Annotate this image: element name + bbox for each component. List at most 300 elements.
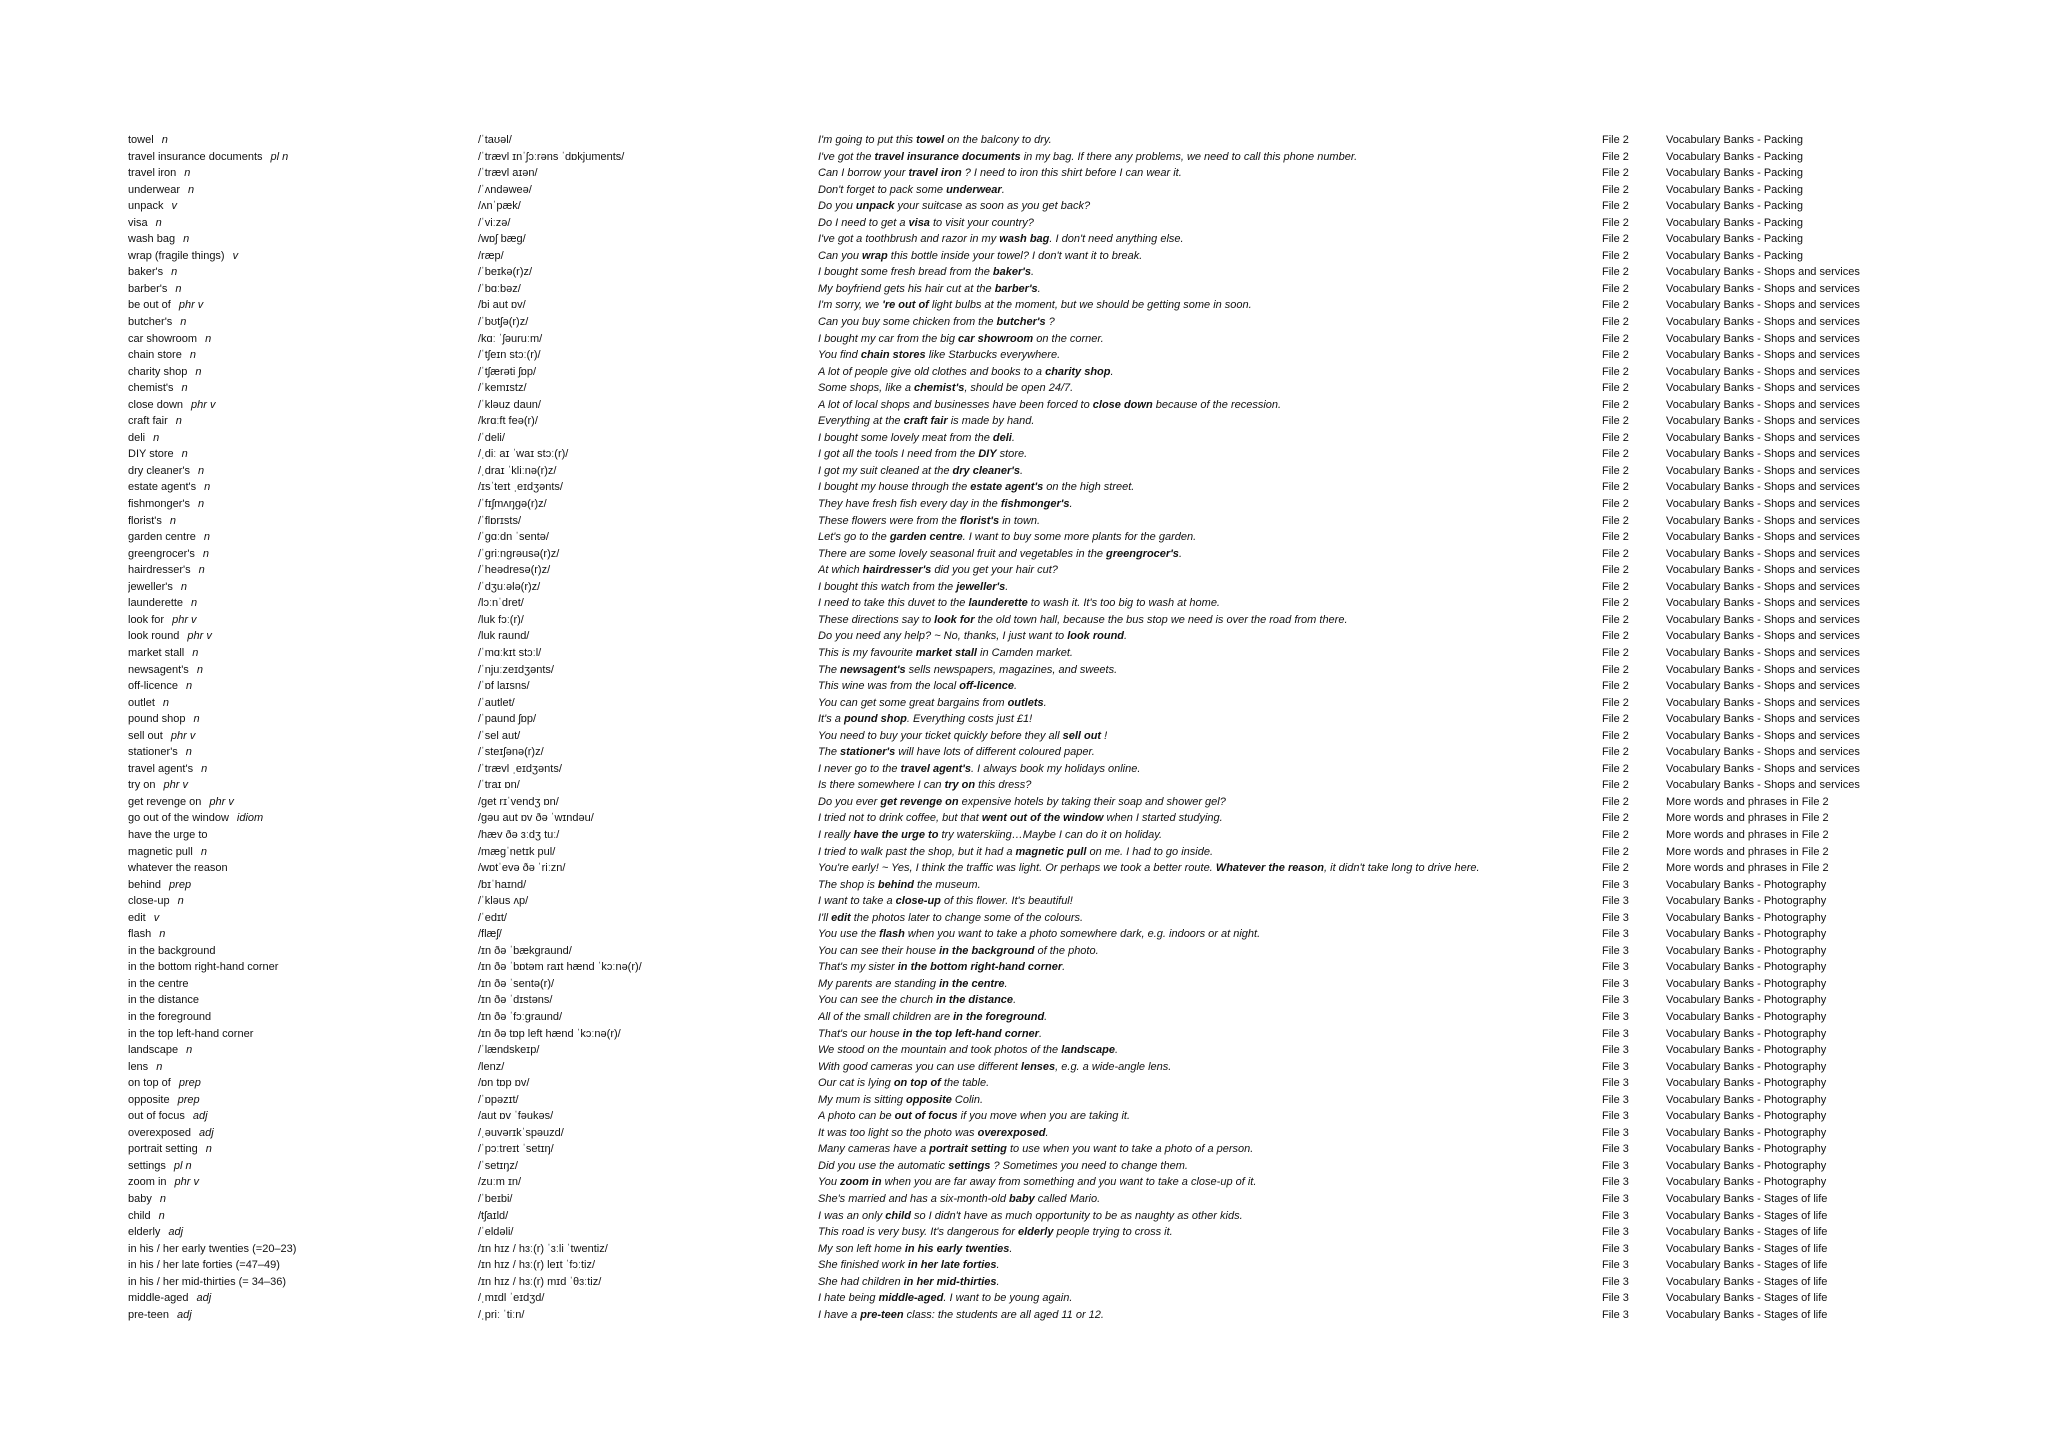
part-of-speech: prep bbox=[178, 1077, 201, 1090]
example-sentence bbox=[818, 1026, 1598, 1043]
file-number: File 2 bbox=[1602, 680, 1629, 693]
example-sentence bbox=[818, 943, 1598, 960]
part-of-speech: n bbox=[158, 1209, 165, 1222]
example-text: You're early! ~ Yes, I think the traffic was light. Or perhaps we took a better route. bbox=[818, 862, 1216, 875]
example-keyword: out of focus bbox=[894, 1110, 958, 1123]
vocabulary-bank: Vocabulary Banks - Packing bbox=[1666, 216, 1803, 229]
example-keyword: in the bottom right-hand corner bbox=[897, 961, 1063, 974]
word-cell bbox=[128, 910, 468, 927]
example-text: I tried to walk past the shop, but it had a bbox=[818, 845, 1016, 858]
part-of-speech: n bbox=[200, 845, 207, 858]
pronunciation: /ˈkləuz daun/ bbox=[478, 398, 541, 411]
file-number: File 2 bbox=[1602, 862, 1629, 875]
example-text: I tried not to drink coffee, but that bbox=[818, 812, 982, 825]
example-keyword: craft fair bbox=[903, 415, 948, 428]
part-of-speech: n bbox=[203, 531, 211, 544]
example-text: of this flower. It's beautiful! bbox=[940, 895, 1073, 908]
pronunciation: /ˈbeɪkə(r)z/ bbox=[478, 266, 533, 279]
vocabulary-bank: Vocabulary Banks - Photography bbox=[1666, 1176, 1827, 1189]
word-cell bbox=[128, 992, 468, 1009]
file-number: File 3 bbox=[1602, 1159, 1629, 1172]
example-keyword: travel iron bbox=[908, 167, 962, 180]
file-number: File 2 bbox=[1602, 597, 1629, 610]
pronunciation: /ˈtrævl ˌeɪdʒənts/ bbox=[478, 762, 562, 775]
example-keyword: DIY bbox=[978, 448, 997, 461]
part-of-speech: n bbox=[186, 1044, 193, 1057]
vocabulary-bank: Vocabulary Banks - Packing bbox=[1666, 233, 1803, 246]
word-cell bbox=[128, 579, 468, 596]
word-cell bbox=[128, 182, 468, 199]
example-keyword: 're out of bbox=[882, 299, 929, 312]
part-of-speech: phr v bbox=[170, 729, 196, 742]
example-sentence bbox=[818, 1241, 1598, 1258]
file-number: File 2 bbox=[1602, 134, 1629, 146]
example-text: in Camden market. bbox=[976, 646, 1073, 659]
file-number: File 2 bbox=[1602, 580, 1629, 593]
word-cell bbox=[128, 1059, 468, 1076]
part-of-speech: adj bbox=[196, 1292, 212, 1305]
file-number: File 3 bbox=[1602, 895, 1629, 908]
headword: middle-aged bbox=[128, 1292, 189, 1305]
example-keyword: on top of bbox=[893, 1077, 941, 1090]
example-text: ? bbox=[1045, 316, 1055, 329]
pronunciation: /ʌnˈpæk/ bbox=[478, 200, 521, 213]
vocabulary-bank: Vocabulary Banks - Shops and services bbox=[1666, 398, 1860, 411]
example-text: I really bbox=[818, 828, 854, 841]
example-sentence bbox=[818, 165, 1598, 182]
pronunciation: /get rɪˈvendʒ ɒn/ bbox=[478, 795, 559, 808]
pronunciation: /ˈsteɪʃənə(r)z/ bbox=[478, 746, 544, 759]
file-number: File 2 bbox=[1602, 498, 1629, 511]
example-keyword: landscape bbox=[1061, 1044, 1115, 1057]
word-cell bbox=[128, 165, 468, 182]
example-keyword: baker's bbox=[992, 266, 1031, 279]
pronunciation: /ˈnjuːzeɪdʒənts/ bbox=[478, 663, 554, 676]
example-text: Do I need to get a bbox=[818, 216, 909, 229]
file-number: File 3 bbox=[1602, 911, 1629, 924]
pronunciation: /ˈkləus ʌp/ bbox=[478, 895, 529, 908]
example-sentence bbox=[818, 893, 1598, 910]
example-keyword: market stall bbox=[915, 646, 977, 659]
example-keyword: off-licence bbox=[959, 680, 1015, 693]
example-text: You use the bbox=[818, 928, 880, 941]
word-cell bbox=[128, 562, 468, 579]
example-keyword: wash bag bbox=[999, 233, 1050, 246]
example-text: Our cat is lying bbox=[818, 1077, 894, 1090]
pronunciation: /tʃaɪld/ bbox=[478, 1209, 509, 1222]
file-number: File 3 bbox=[1602, 1126, 1629, 1139]
example-sentence bbox=[818, 992, 1598, 1009]
headword: portrait setting bbox=[128, 1143, 198, 1156]
pronunciation: /ɪn ðə ˈsentə(r)/ bbox=[478, 977, 555, 990]
example-sentence bbox=[818, 910, 1598, 927]
word-cell bbox=[128, 1158, 468, 1175]
word-cell bbox=[128, 198, 468, 215]
vocabulary-bank: Vocabulary Banks - Photography bbox=[1666, 977, 1827, 990]
vocabulary-bank: Vocabulary Banks - Shops and services bbox=[1666, 696, 1860, 709]
vocabulary-bank: Vocabulary Banks - Shops and services bbox=[1666, 415, 1860, 428]
example-sentence bbox=[818, 1290, 1598, 1307]
file-number: File 2 bbox=[1602, 266, 1629, 279]
file-number: File 3 bbox=[1602, 1209, 1629, 1222]
word-cell bbox=[128, 595, 468, 612]
pronunciation: /luk fɔː(r)/ bbox=[478, 613, 524, 626]
example-text: to wash it. It's too big to wash at home. bbox=[1027, 597, 1220, 610]
pronunciation: /mægˈnetɪk pul/ bbox=[478, 845, 556, 858]
vocabulary-bank: Vocabulary Banks - Photography bbox=[1666, 1077, 1827, 1090]
example-sentence bbox=[818, 579, 1598, 596]
file-number: File 3 bbox=[1602, 1308, 1629, 1321]
example-keyword: pound shop bbox=[843, 713, 907, 726]
headword: look for bbox=[128, 613, 165, 626]
headword: in his / her mid-thirties (= 34–36) bbox=[128, 1275, 287, 1288]
pronunciation: /gəu aut ɒv ðə ˈwɪndəu/ bbox=[478, 812, 594, 825]
word-cell bbox=[128, 926, 468, 943]
word-cell bbox=[128, 860, 468, 877]
pronunciation: /ɪsˈteɪt ˌeɪdʒənts/ bbox=[478, 481, 563, 494]
example-text: . bbox=[1001, 183, 1005, 196]
pronunciation: /kɑː ˈʃəuruːm/ bbox=[478, 332, 543, 345]
pronunciation: /ˈautlet/ bbox=[478, 696, 515, 709]
word-cell bbox=[128, 347, 468, 364]
file-number: File 3 bbox=[1602, 1110, 1629, 1123]
example-text: . bbox=[1030, 266, 1035, 279]
example-text: You can see the church bbox=[818, 994, 937, 1007]
part-of-speech: n bbox=[162, 696, 170, 709]
pronunciation: /ˈtraɪ ɒn/ bbox=[478, 779, 520, 792]
word-cell bbox=[128, 1042, 468, 1059]
headword: off-licence bbox=[128, 680, 178, 693]
file-number: File 3 bbox=[1602, 977, 1629, 990]
example-text: These flowers were from the bbox=[818, 514, 960, 527]
example-keyword: lenses bbox=[1020, 1060, 1056, 1073]
part-of-speech: idiom bbox=[236, 812, 264, 825]
vocabulary-bank: Vocabulary Banks - Shops and services bbox=[1666, 564, 1860, 577]
example-text: this bottle inside your towel? I don't want it to break. bbox=[887, 249, 1143, 262]
example-text: . bbox=[1044, 1010, 1048, 1023]
vocabulary-bank: Vocabulary Banks - Photography bbox=[1666, 1143, 1827, 1156]
example-text: I bought some fresh bread from the bbox=[818, 266, 993, 279]
word-cell bbox=[128, 132, 468, 149]
example-text: My parents are standing bbox=[818, 977, 940, 990]
headword: fishmonger's bbox=[128, 498, 191, 511]
vocabulary-bank: Vocabulary Banks - Packing bbox=[1666, 150, 1803, 163]
example-keyword: overexposed bbox=[977, 1126, 1046, 1139]
headword: magnetic pull bbox=[128, 845, 193, 858]
example-sentence bbox=[818, 1307, 1598, 1324]
example-keyword: jeweller's bbox=[956, 580, 1006, 593]
word-cell bbox=[128, 827, 468, 844]
example-text: sells newspapers, magazines, and sweets. bbox=[905, 663, 1118, 676]
example-text: I was an only bbox=[818, 1209, 886, 1222]
example-sentence bbox=[818, 562, 1598, 579]
pronunciation: /ˈɒf laɪsns/ bbox=[478, 680, 530, 693]
pronunciation: /ˈsetɪŋz/ bbox=[478, 1159, 518, 1172]
part-of-speech: n bbox=[159, 1193, 166, 1205]
example-text: Do you bbox=[818, 200, 856, 213]
file-number: File 2 bbox=[1602, 729, 1629, 742]
example-text: . bbox=[1124, 630, 1128, 643]
example-sentence bbox=[818, 446, 1598, 463]
example-text: . I don't need anything else. bbox=[1049, 233, 1184, 246]
file-number: File 2 bbox=[1602, 299, 1629, 312]
example-sentence bbox=[818, 810, 1598, 827]
example-sentence bbox=[818, 546, 1598, 563]
headword: launderette bbox=[128, 597, 184, 610]
pronunciation: /ˈtrævl aɪən/ bbox=[478, 167, 538, 180]
headword: wrap (fragile things) bbox=[128, 249, 225, 262]
vocabulary-bank: More words and phrases in File 2 bbox=[1666, 845, 1829, 858]
file-number: File 3 bbox=[1602, 1027, 1629, 1040]
word-cell bbox=[128, 331, 468, 348]
headword: look round bbox=[128, 630, 180, 643]
headword: garden centre bbox=[128, 531, 196, 544]
pronunciation: /ˈtaʊəl/ bbox=[478, 134, 512, 146]
example-text: . bbox=[1110, 365, 1114, 378]
headword: butcher's bbox=[128, 316, 173, 329]
file-number: File 2 bbox=[1602, 398, 1629, 411]
example-sentence bbox=[818, 860, 1598, 877]
word-cell bbox=[128, 761, 468, 778]
example-sentence bbox=[818, 215, 1598, 232]
part-of-speech: adj bbox=[199, 1126, 214, 1139]
pronunciation: /ˈflɒrɪsts/ bbox=[478, 514, 522, 527]
headword: in the background bbox=[128, 944, 216, 957]
example-text: on me. I had to go inside. bbox=[1086, 845, 1214, 858]
vocabulary-bank: Vocabulary Banks - Shops and services bbox=[1666, 613, 1860, 626]
headword: newsagent's bbox=[128, 663, 189, 676]
example-text: Don't forget to pack some bbox=[818, 183, 947, 196]
pronunciation: /ˈlændskeɪp/ bbox=[478, 1044, 540, 1057]
pronunciation: /ˈbʊtʃə(r)z/ bbox=[478, 316, 529, 329]
headword: in the top left-hand corner bbox=[128, 1027, 254, 1040]
part-of-speech: v bbox=[232, 249, 239, 262]
example-sentence bbox=[818, 1158, 1598, 1175]
vocabulary-bank: Vocabulary Banks - Packing bbox=[1666, 167, 1803, 180]
example-keyword: travel insurance documents bbox=[874, 150, 1021, 163]
vocabulary-bank: Vocabulary Banks - Stages of life bbox=[1666, 1209, 1828, 1222]
file-number: File 3 bbox=[1602, 1176, 1629, 1189]
example-text: Can I borrow your bbox=[818, 167, 909, 180]
word-cell bbox=[128, 1092, 468, 1109]
example-keyword: dry cleaner's bbox=[952, 464, 1020, 477]
word-cell bbox=[128, 446, 468, 463]
part-of-speech: n bbox=[180, 316, 187, 329]
example-text: if you move when you are taking it. bbox=[957, 1110, 1131, 1123]
word-cell bbox=[128, 248, 468, 265]
pronunciation: /wɒʃ bæg/ bbox=[478, 233, 526, 246]
word-cell bbox=[128, 1274, 468, 1291]
word-cell bbox=[128, 612, 468, 629]
example-text: The bbox=[818, 746, 841, 759]
vocabulary-bank: Vocabulary Banks - Shops and services bbox=[1666, 729, 1860, 742]
pronunciation: /ɪn ðə ˈfɔːgraund/ bbox=[478, 1010, 563, 1023]
example-keyword: wrap bbox=[862, 249, 888, 262]
headword: get revenge on bbox=[128, 795, 202, 808]
headword: jeweller's bbox=[128, 580, 173, 593]
example-sentence bbox=[818, 496, 1598, 513]
example-text: , e.g. a wide-angle lens. bbox=[1055, 1060, 1172, 1073]
pronunciation: /wɒtˈevə ðə ˈriːzn/ bbox=[478, 862, 566, 875]
vocabulary-bank: Vocabulary Banks - Photography bbox=[1666, 1110, 1827, 1123]
example-sentence bbox=[818, 413, 1598, 430]
pronunciation: /hæv ðə ɜːdʒ tuː/ bbox=[478, 828, 560, 841]
file-number: File 2 bbox=[1602, 200, 1629, 213]
file-number: File 2 bbox=[1602, 249, 1629, 262]
headword: unpack bbox=[128, 200, 164, 213]
pronunciation: /ˌəuvərɪkˈspəuzd/ bbox=[478, 1126, 564, 1139]
example-text: . bbox=[1009, 1242, 1013, 1255]
example-keyword: visa bbox=[908, 216, 930, 229]
example-text: . bbox=[1037, 282, 1041, 295]
example-text: the old town hall, because the bus stop we need is over the road from there. bbox=[974, 613, 1348, 626]
example-text: to visit your country? bbox=[929, 216, 1034, 229]
example-sentence bbox=[818, 926, 1598, 943]
word-cell bbox=[128, 496, 468, 513]
headword: travel iron bbox=[128, 167, 177, 180]
vocabulary-bank: Vocabulary Banks - Photography bbox=[1666, 1126, 1827, 1139]
file-number: File 2 bbox=[1602, 282, 1629, 295]
part-of-speech: n bbox=[155, 216, 162, 229]
example-text: Colin. bbox=[951, 1093, 984, 1106]
headword: wash bag bbox=[128, 233, 176, 246]
vocabulary-bank: Vocabulary Banks - Shops and services bbox=[1666, 498, 1860, 511]
file-number: File 2 bbox=[1602, 349, 1629, 362]
vocabulary-bank: Vocabulary Banks - Stages of life bbox=[1666, 1242, 1828, 1255]
part-of-speech: phr v bbox=[172, 613, 197, 626]
part-of-speech: n bbox=[201, 762, 208, 775]
word-cell bbox=[128, 281, 468, 298]
example-text: on the corner. bbox=[1033, 332, 1104, 345]
example-sentence bbox=[818, 347, 1598, 364]
pronunciation: /ˈsel aut/ bbox=[478, 729, 521, 742]
example-text: My boyfriend gets his hair cut at the bbox=[818, 282, 995, 295]
vocabulary-bank: Vocabulary Banks - Packing bbox=[1666, 200, 1803, 213]
example-text: The bbox=[818, 663, 841, 676]
headword: in his / her early twenties (=20–23) bbox=[128, 1242, 297, 1255]
example-sentence bbox=[818, 231, 1598, 248]
example-text: class: the students are all aged 11 or 12. bbox=[903, 1308, 1104, 1321]
example-keyword: garden centre bbox=[889, 531, 963, 544]
vocabulary-bank: More words and phrases in File 2 bbox=[1666, 812, 1829, 825]
example-keyword: opposite bbox=[906, 1093, 952, 1106]
example-text: when I started studying. bbox=[1103, 812, 1223, 825]
headword: have the urge to bbox=[128, 828, 208, 841]
example-text: , it didn't take long to drive here. bbox=[1324, 862, 1480, 875]
pronunciation: /bɪˈhaɪnd/ bbox=[478, 878, 527, 891]
headword: edit bbox=[128, 911, 146, 924]
example-sentence bbox=[818, 331, 1598, 348]
pronunciation: /ˈtʃeɪn stɔː(r)/ bbox=[478, 349, 541, 362]
example-sentence bbox=[818, 976, 1598, 993]
example-keyword: launderette bbox=[968, 597, 1028, 610]
vocabulary-bank: Vocabulary Banks - Shops and services bbox=[1666, 332, 1860, 345]
example-text: I never go to the bbox=[818, 762, 901, 775]
part-of-speech: phr v bbox=[191, 398, 216, 411]
example-text: They have fresh fish every day in the bbox=[818, 498, 1001, 511]
example-keyword: Whatever the reason bbox=[1215, 862, 1325, 875]
file-number: File 2 bbox=[1602, 316, 1629, 329]
example-text: This wine was from the local bbox=[818, 680, 960, 693]
example-text: I've got the bbox=[818, 150, 875, 163]
file-number: File 3 bbox=[1602, 1292, 1629, 1305]
pronunciation: /flæʃ/ bbox=[478, 928, 502, 941]
example-text: called Mario. bbox=[1034, 1193, 1101, 1205]
vocabulary-bank: Vocabulary Banks - Shops and services bbox=[1666, 299, 1860, 312]
example-keyword: deli bbox=[992, 431, 1012, 444]
part-of-speech: n bbox=[177, 895, 184, 908]
example-text: the table. bbox=[940, 1077, 990, 1090]
example-sentence bbox=[818, 1257, 1598, 1274]
word-cell bbox=[128, 628, 468, 645]
example-keyword: travel agent's bbox=[900, 762, 972, 775]
headword: baker's bbox=[128, 266, 164, 279]
example-text: I'll bbox=[818, 911, 832, 924]
file-number: File 3 bbox=[1602, 944, 1629, 957]
word-cell bbox=[128, 1141, 468, 1158]
part-of-speech: n bbox=[180, 580, 188, 593]
example-sentence bbox=[818, 529, 1598, 546]
word-cell bbox=[128, 893, 468, 910]
headword: DIY store bbox=[128, 448, 174, 461]
example-text: I got all the tools I need from the bbox=[818, 448, 979, 461]
vocabulary-bank: Vocabulary Banks - Shops and services bbox=[1666, 597, 1860, 610]
headword: craft fair bbox=[128, 415, 168, 428]
file-number: File 2 bbox=[1602, 630, 1629, 643]
example-keyword: look round bbox=[1067, 630, 1125, 643]
example-text: You bbox=[818, 1176, 841, 1189]
headword: close-up bbox=[128, 895, 170, 908]
pronunciation: /ˈdʒuːələ(r)z/ bbox=[478, 580, 541, 593]
example-text: We stood on the mountain and took photos of the bbox=[818, 1044, 1062, 1057]
example-sentence bbox=[818, 198, 1598, 215]
example-text: I got my suit cleaned at the bbox=[818, 464, 953, 477]
headword: market stall bbox=[128, 646, 185, 659]
example-keyword: chemist's bbox=[914, 382, 965, 395]
headword: sell out bbox=[128, 729, 163, 742]
vocabulary-bank: Vocabulary Banks - Shops and services bbox=[1666, 349, 1860, 362]
example-text: Did you use the automatic bbox=[818, 1159, 949, 1172]
example-text: A lot of local shops and businesses have been forced to bbox=[818, 398, 1093, 411]
example-sentence bbox=[818, 1125, 1598, 1142]
example-text: You can get some great bargains from bbox=[818, 696, 1008, 709]
vocabulary-bank: Vocabulary Banks - Shops and services bbox=[1666, 282, 1860, 295]
part-of-speech: n bbox=[202, 547, 210, 560]
example-sentence bbox=[818, 430, 1598, 447]
word-cell bbox=[128, 149, 468, 166]
part-of-speech: phr v bbox=[174, 1176, 199, 1189]
example-keyword: unpack bbox=[855, 200, 895, 213]
example-sentence bbox=[818, 380, 1598, 397]
headword: opposite bbox=[128, 1093, 170, 1106]
part-of-speech: adj bbox=[168, 1226, 184, 1239]
example-text: . bbox=[996, 1259, 1000, 1272]
headword: elderly bbox=[128, 1226, 161, 1239]
word-cell bbox=[128, 297, 468, 314]
file-number: File 2 bbox=[1602, 547, 1629, 560]
pronunciation: /ˈedɪt/ bbox=[478, 911, 507, 924]
example-sentence bbox=[818, 794, 1598, 811]
word-cell bbox=[128, 662, 468, 679]
example-text: I need to take this duvet to the bbox=[818, 597, 969, 610]
vocabulary-bank: More words and phrases in File 2 bbox=[1666, 795, 1829, 808]
example-sentence bbox=[818, 1042, 1598, 1059]
part-of-speech: adj bbox=[176, 1308, 192, 1321]
example-keyword: baby bbox=[1009, 1193, 1035, 1205]
file-number: File 3 bbox=[1602, 1077, 1629, 1090]
pronunciation: /ˌdiː aɪ ˈwaɪ stɔː(r)/ bbox=[478, 448, 569, 461]
example-keyword: greengrocer's bbox=[1106, 547, 1179, 560]
